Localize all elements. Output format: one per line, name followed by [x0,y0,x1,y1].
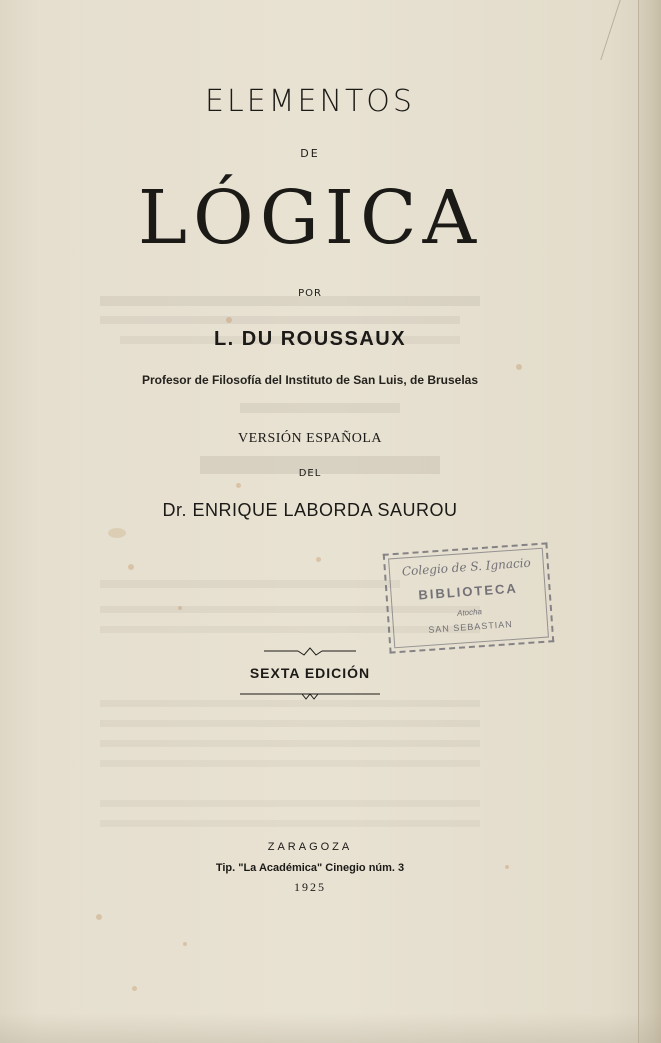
stamp-line3: Atocha [456,607,483,618]
by-label: POR [298,288,322,299]
page-edge-right [638,0,661,1043]
imprint-year: 1925 [294,880,326,894]
page-edge-bottom [0,1013,661,1043]
ornament-bottom [0,688,620,702]
stamp-line1: Colegio de S. Ignacio [401,555,532,579]
library-stamp [383,542,555,653]
main-title: LÓGICA [137,175,483,261]
author-affiliation: Profesor de Filosofía del Instituto de San Luis, de Bruselas [141,373,479,387]
title-line1: ELEMENTOS [205,84,415,119]
ornament-top [0,643,620,657]
stamp-line4: SAN SEBASTIAN [428,618,514,635]
title-de: DE [300,147,320,160]
del-label: DEL [298,468,322,479]
edition-label: SEXTA EDICIÓN [249,665,371,681]
imprint-printer: Tip. "La Académica" Cinegio núm. 3 [215,862,405,874]
author-name: L. DU ROUSSAUX [213,328,407,350]
imprint-city: ZARAGOZA [267,841,353,853]
stamp-line2: BIBLIOTECA [417,580,519,603]
translator-name: Dr. ENRIQUE LABORDA SAUROU [162,500,458,520]
version-label: VERSIÓN ESPAÑOLA [237,431,382,446]
